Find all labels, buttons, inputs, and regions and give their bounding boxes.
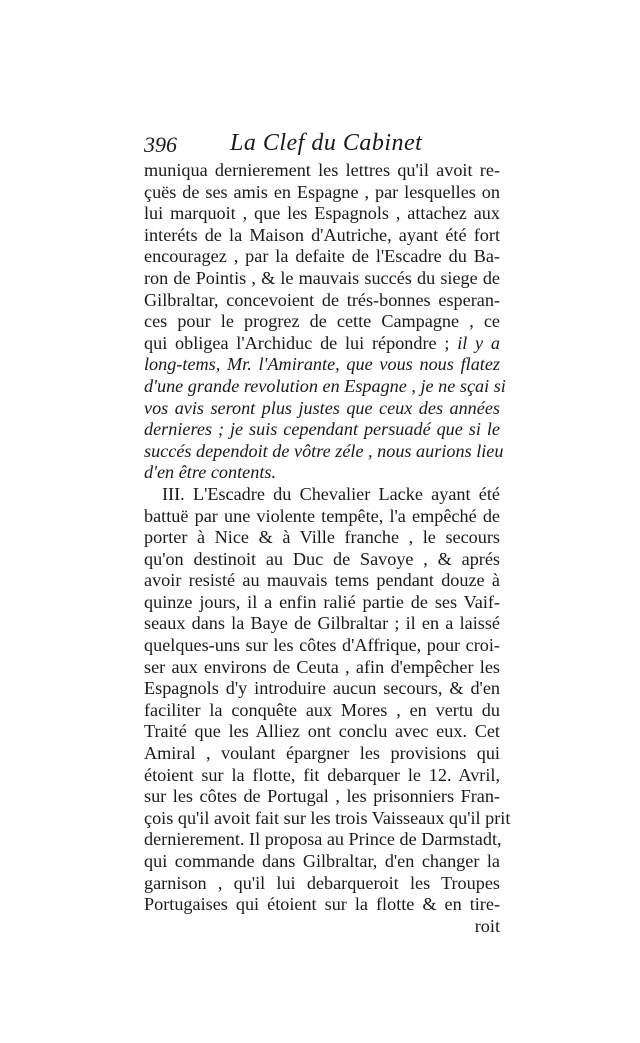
text-italic: il y a <box>457 332 500 353</box>
text-line: qui commande dans Gilbraltar, d'en changer la <box>144 851 500 871</box>
text-line: étoient sur la flotte, fit debarquer le 12. Avril, <box>144 764 500 785</box>
book-page <box>144 130 511 937</box>
text-line <box>144 333 500 355</box>
page-number: 396 <box>144 132 177 157</box>
text-line: succés dependoit de vôtre zéle , nous aurions lieu <box>144 440 504 461</box>
text-line: qu'on destinoit au Duc de Savoye , & aprés <box>144 548 500 569</box>
text-line: interéts de la Maison d'Autriche, ayant été fort <box>144 224 500 245</box>
text-line: encouragez , par la defaite de l'Escadre du Ba- <box>144 246 500 267</box>
text-line: quelques-uns sur les côtes d'Affrique, pour croi- <box>144 635 500 656</box>
text-line: seaux dans la Baye de Gilbraltar ; il en a laissé <box>144 613 500 634</box>
text-line: Portugaises qui étoient sur la flotte & en tire- <box>144 894 500 915</box>
text-line: muniqua dernierement les lettres qu'il avoit re- <box>144 160 500 180</box>
text-line: Amiral , voulant épargner les provisions qui <box>144 743 500 764</box>
text-line: quinze jours, il a enfin ralié partie de ses Vaif- <box>144 591 500 612</box>
text-line: avoir resisté au mauvais tems pendant douze à <box>144 570 500 591</box>
text-line: çuës de ses amis en Espagne , par lesquelles on <box>144 181 500 202</box>
catchword: roit <box>474 915 500 936</box>
page-header <box>144 130 500 160</box>
text-line: dernierement. Il proposa au Prince de Darmstadt, <box>144 829 502 850</box>
text-line: Gilbraltar, concevoient de trés-bonnes esperan- <box>144 289 500 310</box>
text-line: ser aux environs de Ceuta , afin d'empêcher les <box>144 656 500 677</box>
text-line: çois qu'il avoit fait sur les trois Vaisseaux qu'il prit <box>144 807 511 828</box>
text-roman: qui obligea l'Archiduc de lui répondre ; <box>144 332 458 353</box>
text-line: dernieres ; je suis cependant persuadé que si le <box>144 419 500 440</box>
text-line: Traité que les Alliez ont conclu avec eux. Cet <box>144 721 500 742</box>
text-line: d'une grande revolution en Espagne , je ne sçai si <box>144 375 506 396</box>
text-line: vos avis seront plus justes que ceux des années <box>144 397 500 418</box>
text-line: III. L'Escadre du Chevalier Lacke ayant été <box>162 483 500 504</box>
text-line: d'en être contents. <box>144 462 277 483</box>
text-line: garnison , qu'il lui debarqueroit les Troupes <box>144 872 500 893</box>
text-line: ces pour le progrez de cette Campagne , ce <box>144 311 500 332</box>
text-line: porter à Nice & à Ville franche , le secours <box>144 527 500 548</box>
text-line: faciliter la conquête aux Mores , en vertu du <box>144 699 500 720</box>
text-line: long-tems, Mr. l'Amirante, que vous nous flatez <box>144 354 500 375</box>
body-text <box>144 160 511 916</box>
text-line: Espagnols d'y introduire aucun secours, & d'en <box>144 678 500 699</box>
text-line: sur les côtes de Portugal , les prisonniers Fran- <box>144 786 500 807</box>
text-line: lui marquoit , que les Espagnols , attachez aux <box>144 203 500 224</box>
running-title: La Clef du Cabinet <box>230 130 423 156</box>
text-line: ron de Pointis , & le mauvais succés du siege de <box>144 267 500 288</box>
text-line: battuë par une violente tempête, l'a empêché de <box>144 505 500 526</box>
